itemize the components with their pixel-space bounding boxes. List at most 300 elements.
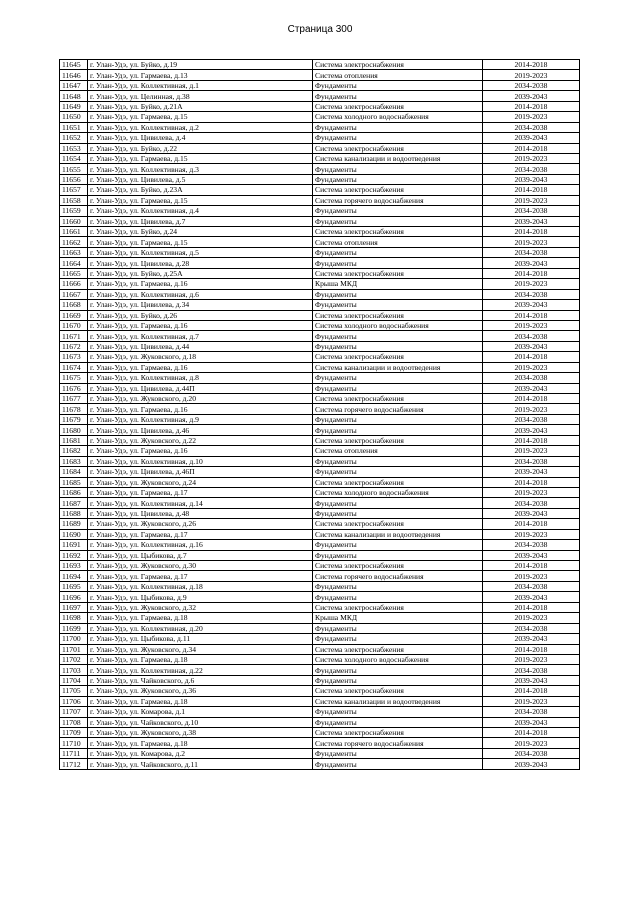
registry-table-body bbox=[60, 60, 580, 770]
period-cell: 2014-2018 bbox=[483, 352, 580, 362]
table-row bbox=[60, 133, 580, 143]
table-row bbox=[60, 91, 580, 101]
system-cell: Система отопления bbox=[313, 237, 483, 247]
address-cell: г. Улан-Удэ, ул. Гармаева, д.17 bbox=[88, 487, 313, 497]
period-cell: 2019-2023 bbox=[483, 195, 580, 205]
period-cell: 2034-2038 bbox=[483, 707, 580, 717]
period-cell: 2019-2023 bbox=[483, 153, 580, 163]
address-cell: г. Улан-Удэ, ул. Буйко, д.21А bbox=[88, 101, 313, 111]
table-row bbox=[60, 644, 580, 654]
address-cell: г. Улан-Удэ, ул. Жуковского, д.26 bbox=[88, 519, 313, 529]
address-cell: г. Улан-Удэ, ул. Коллективная, д.1 bbox=[88, 80, 313, 90]
address-cell: г. Улан-Удэ, ул. Жуковского, д.30 bbox=[88, 561, 313, 571]
table-row bbox=[60, 195, 580, 205]
system-cell: Система электроснабжения bbox=[313, 101, 483, 111]
address-cell: г. Улан-Удэ, ул. Гармаева, д.15 bbox=[88, 112, 313, 122]
system-cell: Фундаменты bbox=[313, 341, 483, 351]
address-cell: г. Улан-Удэ, ул. Чайковского, д.11 bbox=[88, 759, 313, 769]
system-cell: Фундаменты bbox=[313, 289, 483, 299]
period-cell: 2014-2018 bbox=[483, 101, 580, 111]
address-cell: г. Улан-Удэ, ул. Гармаева, д.18 bbox=[88, 654, 313, 664]
period-cell: 2039-2043 bbox=[483, 216, 580, 226]
address-cell: г. Улан-Удэ, ул. Жуковского, д.38 bbox=[88, 728, 313, 738]
table-row bbox=[60, 759, 580, 769]
system-cell: Фундаменты bbox=[313, 300, 483, 310]
system-cell: Фундаменты bbox=[313, 247, 483, 257]
row-number: 11707 bbox=[60, 707, 88, 717]
system-cell: Фундаменты bbox=[313, 331, 483, 341]
address-cell: г. Улан-Удэ, ул. Коллективная, д.5 bbox=[88, 247, 313, 257]
table-row bbox=[60, 185, 580, 195]
system-cell: Фундаменты bbox=[313, 164, 483, 174]
system-cell: Система электроснабжения bbox=[313, 227, 483, 237]
address-cell: г. Улан-Удэ, ул. Цивилева, д.48 bbox=[88, 508, 313, 518]
system-cell: Система горячего водоснабжения bbox=[313, 195, 483, 205]
row-number: 11675 bbox=[60, 373, 88, 383]
table-row bbox=[60, 477, 580, 487]
system-cell: Фундаменты bbox=[313, 675, 483, 685]
address-cell: г. Улан-Удэ, ул. Жуковского, д.36 bbox=[88, 686, 313, 696]
page-header: Страница 300 bbox=[287, 24, 353, 35]
period-cell: 2019-2023 bbox=[483, 487, 580, 497]
system-cell: Фундаменты bbox=[313, 717, 483, 727]
table-row bbox=[60, 613, 580, 623]
period-cell: 2034-2038 bbox=[483, 540, 580, 550]
table-row bbox=[60, 227, 580, 237]
period-cell: 2039-2043 bbox=[483, 717, 580, 727]
system-cell: Система электроснабжения bbox=[313, 561, 483, 571]
table-row bbox=[60, 216, 580, 226]
table-row bbox=[60, 122, 580, 132]
row-number: 11652 bbox=[60, 133, 88, 143]
table-row bbox=[60, 654, 580, 664]
table-row bbox=[60, 748, 580, 758]
address-cell: г. Улан-Удэ, ул. Коллективная, д.3 bbox=[88, 164, 313, 174]
table-row bbox=[60, 540, 580, 550]
period-cell: 2039-2043 bbox=[483, 467, 580, 477]
row-number: 11651 bbox=[60, 122, 88, 132]
row-number: 11690 bbox=[60, 529, 88, 539]
period-cell: 2014-2018 bbox=[483, 310, 580, 320]
period-cell: 2039-2043 bbox=[483, 550, 580, 560]
system-cell: Система электроснабжения bbox=[313, 394, 483, 404]
row-number: 11659 bbox=[60, 206, 88, 216]
table-row bbox=[60, 404, 580, 414]
address-cell: г. Улан-Удэ, ул. Цыбикова, д.9 bbox=[88, 592, 313, 602]
address-cell: г. Улан-Удэ, ул. Коллективная, д.9 bbox=[88, 414, 313, 424]
row-number: 11703 bbox=[60, 665, 88, 675]
address-cell: г. Улан-Удэ, ул. Коллективная, д.6 bbox=[88, 289, 313, 299]
period-cell: 2034-2038 bbox=[483, 206, 580, 216]
address-cell: г. Улан-Удэ, ул. Цивилева, д.34 bbox=[88, 300, 313, 310]
address-cell: г. Улан-Удэ, ул. Гармаева, д.16 bbox=[88, 320, 313, 330]
period-cell: 2034-2038 bbox=[483, 122, 580, 132]
system-cell: Система электроснабжения bbox=[313, 60, 483, 70]
row-number: 11666 bbox=[60, 279, 88, 289]
address-cell: г. Улан-Удэ, ул. Цыбикова, д.11 bbox=[88, 634, 313, 644]
row-number: 11699 bbox=[60, 623, 88, 633]
table-row bbox=[60, 738, 580, 748]
system-cell: Фундаменты bbox=[313, 425, 483, 435]
address-cell: г. Улан-Удэ, ул. Гармаева, д.16 bbox=[88, 404, 313, 414]
table-row bbox=[60, 310, 580, 320]
system-cell: Система электроснабжения bbox=[313, 602, 483, 612]
address-cell: г. Улан-Удэ, ул. Коллективная, д.4 bbox=[88, 206, 313, 216]
address-cell: г. Улан-Удэ, ул. Жуковского, д.34 bbox=[88, 644, 313, 654]
address-cell: г. Улан-Удэ, ул. Жуковского, д.24 bbox=[88, 477, 313, 487]
address-cell: г. Улан-Удэ, ул. Гармаева, д.15 bbox=[88, 153, 313, 163]
address-cell: г. Улан-Удэ, ул. Жуковского, д.20 bbox=[88, 394, 313, 404]
period-cell: 2039-2043 bbox=[483, 675, 580, 685]
row-number: 11692 bbox=[60, 550, 88, 560]
table-row bbox=[60, 446, 580, 456]
row-number: 11705 bbox=[60, 686, 88, 696]
row-number: 11700 bbox=[60, 634, 88, 644]
table-row bbox=[60, 352, 580, 362]
table-row bbox=[60, 362, 580, 372]
system-cell: Фундаменты bbox=[313, 759, 483, 769]
table-row bbox=[60, 498, 580, 508]
table-row bbox=[60, 60, 580, 70]
row-number: 11694 bbox=[60, 571, 88, 581]
row-number: 11668 bbox=[60, 300, 88, 310]
table-row bbox=[60, 435, 580, 445]
row-number: 11687 bbox=[60, 498, 88, 508]
row-number: 11673 bbox=[60, 352, 88, 362]
table-row bbox=[60, 80, 580, 90]
row-number: 11647 bbox=[60, 80, 88, 90]
address-cell: г. Улан-Удэ, ул. Коллективная, д.10 bbox=[88, 456, 313, 466]
system-cell: Фундаменты bbox=[313, 665, 483, 675]
row-number: 11681 bbox=[60, 435, 88, 445]
system-cell: Фундаменты bbox=[313, 592, 483, 602]
address-cell: г. Улан-Удэ, ул. Цивилева, д.28 bbox=[88, 258, 313, 268]
system-cell: Система электроснабжения bbox=[313, 352, 483, 362]
system-cell: Фундаменты bbox=[313, 581, 483, 591]
system-cell: Фундаменты bbox=[313, 748, 483, 758]
row-number: 11685 bbox=[60, 477, 88, 487]
row-number: 11698 bbox=[60, 613, 88, 623]
table-row bbox=[60, 70, 580, 80]
table-row bbox=[60, 174, 580, 184]
address-cell: г. Улан-Удэ, ул. Коллективная, д.14 bbox=[88, 498, 313, 508]
address-cell: г. Улан-Удэ, ул. Буйко, д.26 bbox=[88, 310, 313, 320]
registry-table bbox=[59, 59, 580, 770]
period-cell: 2034-2038 bbox=[483, 456, 580, 466]
row-number: 11689 bbox=[60, 519, 88, 529]
system-cell: Фундаменты bbox=[313, 174, 483, 184]
system-cell: Фундаменты bbox=[313, 508, 483, 518]
row-number: 11684 bbox=[60, 467, 88, 477]
table-row bbox=[60, 696, 580, 706]
row-number: 11646 bbox=[60, 70, 88, 80]
period-cell: 2019-2023 bbox=[483, 571, 580, 581]
period-cell: 2019-2023 bbox=[483, 404, 580, 414]
period-cell: 2014-2018 bbox=[483, 477, 580, 487]
system-cell: Система отопления bbox=[313, 70, 483, 80]
system-cell: Система электроснабжения bbox=[313, 519, 483, 529]
system-cell: Система холодного водоснабжения bbox=[313, 654, 483, 664]
row-number: 11662 bbox=[60, 237, 88, 247]
address-cell: г. Улан-Удэ, ул. Коллективная, д.2 bbox=[88, 122, 313, 132]
table-row bbox=[60, 581, 580, 591]
system-cell: Система электроснабжения bbox=[313, 268, 483, 278]
system-cell: Система горячего водоснабжения bbox=[313, 571, 483, 581]
address-cell: г. Улан-Удэ, ул. Цивилева, д.44 bbox=[88, 341, 313, 351]
table-row bbox=[60, 425, 580, 435]
address-cell: г. Улан-Удэ, ул. Цивилева, д.4 bbox=[88, 133, 313, 143]
row-number: 11658 bbox=[60, 195, 88, 205]
row-number: 11648 bbox=[60, 91, 88, 101]
address-cell: г. Улан-Удэ, ул. Целинная, д.38 bbox=[88, 91, 313, 101]
row-number: 11711 bbox=[60, 748, 88, 758]
system-cell: Система канализации и водоотведения bbox=[313, 153, 483, 163]
table-row bbox=[60, 686, 580, 696]
address-cell: г. Улан-Удэ, ул. Коллективная, д.22 bbox=[88, 665, 313, 675]
row-number: 11667 bbox=[60, 289, 88, 299]
table-row bbox=[60, 550, 580, 560]
row-number: 11661 bbox=[60, 227, 88, 237]
table-row bbox=[60, 467, 580, 477]
address-cell: г. Улан-Удэ, ул. Коллективная, д.16 bbox=[88, 540, 313, 550]
table-row bbox=[60, 487, 580, 497]
table-row bbox=[60, 237, 580, 247]
address-cell: г. Улан-Удэ, ул. Цивилева, д.46 bbox=[88, 425, 313, 435]
table-row bbox=[60, 571, 580, 581]
address-cell: г. Улан-Удэ, ул. Цыбикова, д.7 bbox=[88, 550, 313, 560]
row-number: 11688 bbox=[60, 508, 88, 518]
period-cell: 2034-2038 bbox=[483, 498, 580, 508]
row-number: 11697 bbox=[60, 602, 88, 612]
system-cell: Фундаменты bbox=[313, 634, 483, 644]
address-cell: г. Улан-Удэ, ул. Гармаева, д.18 bbox=[88, 696, 313, 706]
table-row bbox=[60, 258, 580, 268]
period-cell: 2034-2038 bbox=[483, 247, 580, 257]
table-row bbox=[60, 394, 580, 404]
period-cell: 2039-2043 bbox=[483, 759, 580, 769]
table-row bbox=[60, 623, 580, 633]
period-cell: 2019-2023 bbox=[483, 320, 580, 330]
address-cell: г. Улан-Удэ, ул. Гармаева, д.18 bbox=[88, 738, 313, 748]
row-number: 11670 bbox=[60, 320, 88, 330]
address-cell: г. Улан-Удэ, ул. Коллективная, д.8 bbox=[88, 373, 313, 383]
row-number: 11712 bbox=[60, 759, 88, 769]
table-row bbox=[60, 717, 580, 727]
system-cell: Система канализации и водоотведения bbox=[313, 362, 483, 372]
system-cell: Крыша МКД bbox=[313, 613, 483, 623]
period-cell: 2014-2018 bbox=[483, 268, 580, 278]
address-cell: г. Улан-Удэ, ул. Коллективная, д.7 bbox=[88, 331, 313, 341]
row-number: 11709 bbox=[60, 728, 88, 738]
system-cell: Фундаменты bbox=[313, 540, 483, 550]
row-number: 11660 bbox=[60, 216, 88, 226]
row-number: 11696 bbox=[60, 592, 88, 602]
period-cell: 2019-2023 bbox=[483, 613, 580, 623]
system-cell: Система электроснабжения bbox=[313, 310, 483, 320]
system-cell: Фундаменты bbox=[313, 550, 483, 560]
period-cell: 2019-2023 bbox=[483, 696, 580, 706]
period-cell: 2039-2043 bbox=[483, 508, 580, 518]
system-cell: Система электроснабжения bbox=[313, 686, 483, 696]
system-cell: Фундаменты bbox=[313, 91, 483, 101]
row-number: 11655 bbox=[60, 164, 88, 174]
row-number: 11678 bbox=[60, 404, 88, 414]
row-number: 11663 bbox=[60, 247, 88, 257]
row-number: 11695 bbox=[60, 581, 88, 591]
system-cell: Система отопления bbox=[313, 446, 483, 456]
period-cell: 2039-2043 bbox=[483, 383, 580, 393]
row-number: 11656 bbox=[60, 174, 88, 184]
period-cell: 2039-2043 bbox=[483, 592, 580, 602]
period-cell: 2019-2023 bbox=[483, 738, 580, 748]
table-row bbox=[60, 153, 580, 163]
table-row bbox=[60, 300, 580, 310]
period-cell: 2014-2018 bbox=[483, 394, 580, 404]
table-row bbox=[60, 602, 580, 612]
table-row bbox=[60, 728, 580, 738]
table-row bbox=[60, 456, 580, 466]
period-cell: 2034-2038 bbox=[483, 748, 580, 758]
address-cell: г. Улан-Удэ, ул. Коллективная, д.20 bbox=[88, 623, 313, 633]
table-row bbox=[60, 164, 580, 174]
address-cell: г. Улан-Удэ, ул. Гармаева, д.17 bbox=[88, 529, 313, 539]
period-cell: 2014-2018 bbox=[483, 561, 580, 571]
row-number: 11683 bbox=[60, 456, 88, 466]
period-cell: 2039-2043 bbox=[483, 634, 580, 644]
address-cell: г. Улан-Удэ, ул. Коллективная, д.18 bbox=[88, 581, 313, 591]
period-cell: 2034-2038 bbox=[483, 581, 580, 591]
system-cell: Фундаменты bbox=[313, 707, 483, 717]
system-cell: Фундаменты bbox=[313, 383, 483, 393]
system-cell: Фундаменты bbox=[313, 498, 483, 508]
row-number: 11680 bbox=[60, 425, 88, 435]
system-cell: Система холодного водоснабжения bbox=[313, 487, 483, 497]
table-row bbox=[60, 112, 580, 122]
table-row bbox=[60, 519, 580, 529]
period-cell: 2034-2038 bbox=[483, 665, 580, 675]
table-row bbox=[60, 247, 580, 257]
table-row bbox=[60, 268, 580, 278]
period-cell: 2014-2018 bbox=[483, 644, 580, 654]
period-cell: 2034-2038 bbox=[483, 373, 580, 383]
table-row bbox=[60, 529, 580, 539]
system-cell: Фундаменты bbox=[313, 623, 483, 633]
address-cell: г. Улан-Удэ, ул. Цивилева, д.5 bbox=[88, 174, 313, 184]
address-cell: г. Улан-Удэ, ул. Комарова, д.1 bbox=[88, 707, 313, 717]
row-number: 11674 bbox=[60, 362, 88, 372]
table-row bbox=[60, 675, 580, 685]
address-cell: г. Улан-Удэ, ул. Чайковского, д.10 bbox=[88, 717, 313, 727]
period-cell: 2039-2043 bbox=[483, 174, 580, 184]
address-cell: г. Улан-Удэ, ул. Цивилева, д.44П bbox=[88, 383, 313, 393]
address-cell: г. Улан-Удэ, ул. Гармаева, д.16 bbox=[88, 446, 313, 456]
table-row bbox=[60, 561, 580, 571]
system-cell: Фундаменты bbox=[313, 414, 483, 424]
row-number: 11645 bbox=[60, 60, 88, 70]
row-number: 11657 bbox=[60, 185, 88, 195]
system-cell: Крыша МКД bbox=[313, 279, 483, 289]
period-cell: 2039-2043 bbox=[483, 133, 580, 143]
system-cell: Фундаменты bbox=[313, 216, 483, 226]
system-cell: Система электроснабжения bbox=[313, 185, 483, 195]
system-cell: Система канализации и водоотведения bbox=[313, 529, 483, 539]
address-cell: г. Улан-Удэ, ул. Комарова, д.2 bbox=[88, 748, 313, 758]
address-cell: г. Улан-Удэ, ул. Буйко, д.25А bbox=[88, 268, 313, 278]
row-number: 11650 bbox=[60, 112, 88, 122]
row-number: 11706 bbox=[60, 696, 88, 706]
row-number: 11710 bbox=[60, 738, 88, 748]
row-number: 11708 bbox=[60, 717, 88, 727]
period-cell: 2039-2043 bbox=[483, 258, 580, 268]
system-cell: Система электроснабжения bbox=[313, 728, 483, 738]
system-cell: Фундаменты bbox=[313, 373, 483, 383]
system-cell: Фундаменты bbox=[313, 80, 483, 90]
period-cell: 2014-2018 bbox=[483, 60, 580, 70]
row-number: 11704 bbox=[60, 675, 88, 685]
system-cell: Система электроснабжения bbox=[313, 477, 483, 487]
period-cell: 2019-2023 bbox=[483, 362, 580, 372]
system-cell: Система канализации и водоотведения bbox=[313, 696, 483, 706]
address-cell: г. Улан-Удэ, ул. Буйко, д.22 bbox=[88, 143, 313, 153]
period-cell: 2039-2043 bbox=[483, 91, 580, 101]
table-row bbox=[60, 373, 580, 383]
system-cell: Система электроснабжения bbox=[313, 644, 483, 654]
table-row bbox=[60, 665, 580, 675]
system-cell: Фундаменты bbox=[313, 456, 483, 466]
system-cell: Система электроснабжения bbox=[313, 143, 483, 153]
system-cell: Система холодного водоснабжения bbox=[313, 112, 483, 122]
address-cell: г. Улан-Удэ, ул. Буйко, д.19 bbox=[88, 60, 313, 70]
row-number: 11686 bbox=[60, 487, 88, 497]
row-number: 11676 bbox=[60, 383, 88, 393]
row-number: 11671 bbox=[60, 331, 88, 341]
address-cell: г. Улан-Удэ, ул. Цивилева, д.7 bbox=[88, 216, 313, 226]
period-cell: 2019-2023 bbox=[483, 529, 580, 539]
address-cell: г. Улан-Удэ, ул. Гармаева, д.17 bbox=[88, 571, 313, 581]
period-cell: 2014-2018 bbox=[483, 143, 580, 153]
table-row bbox=[60, 143, 580, 153]
table-row bbox=[60, 341, 580, 351]
row-number: 11677 bbox=[60, 394, 88, 404]
period-cell: 2019-2023 bbox=[483, 279, 580, 289]
period-cell: 2014-2018 bbox=[483, 227, 580, 237]
system-cell: Система холодного водоснабжения bbox=[313, 320, 483, 330]
address-cell: г. Улан-Удэ, ул. Цивилева, д.46П bbox=[88, 467, 313, 477]
address-cell: г. Улан-Удэ, ул. Гармаева, д.15 bbox=[88, 195, 313, 205]
table-row bbox=[60, 101, 580, 111]
address-cell: г. Улан-Удэ, ул. Жуковского, д.22 bbox=[88, 435, 313, 445]
row-number: 11654 bbox=[60, 153, 88, 163]
period-cell: 2019-2023 bbox=[483, 237, 580, 247]
address-cell: г. Улан-Удэ, ул. Гармаева, д.16 bbox=[88, 279, 313, 289]
system-cell: Система горячего водоснабжения bbox=[313, 404, 483, 414]
row-number: 11653 bbox=[60, 143, 88, 153]
system-cell: Система горячего водоснабжения bbox=[313, 738, 483, 748]
system-cell: Фундаменты bbox=[313, 206, 483, 216]
table-row bbox=[60, 592, 580, 602]
table-row bbox=[60, 383, 580, 393]
period-cell: 2014-2018 bbox=[483, 185, 580, 195]
period-cell: 2034-2038 bbox=[483, 289, 580, 299]
system-cell: Фундаменты bbox=[313, 467, 483, 477]
period-cell: 2019-2023 bbox=[483, 70, 580, 80]
row-number: 11701 bbox=[60, 644, 88, 654]
address-cell: г. Улан-Удэ, ул. Чайковского, д.6 bbox=[88, 675, 313, 685]
period-cell: 2034-2038 bbox=[483, 623, 580, 633]
period-cell: 2014-2018 bbox=[483, 686, 580, 696]
row-number: 11649 bbox=[60, 101, 88, 111]
system-cell: Фундаменты bbox=[313, 133, 483, 143]
